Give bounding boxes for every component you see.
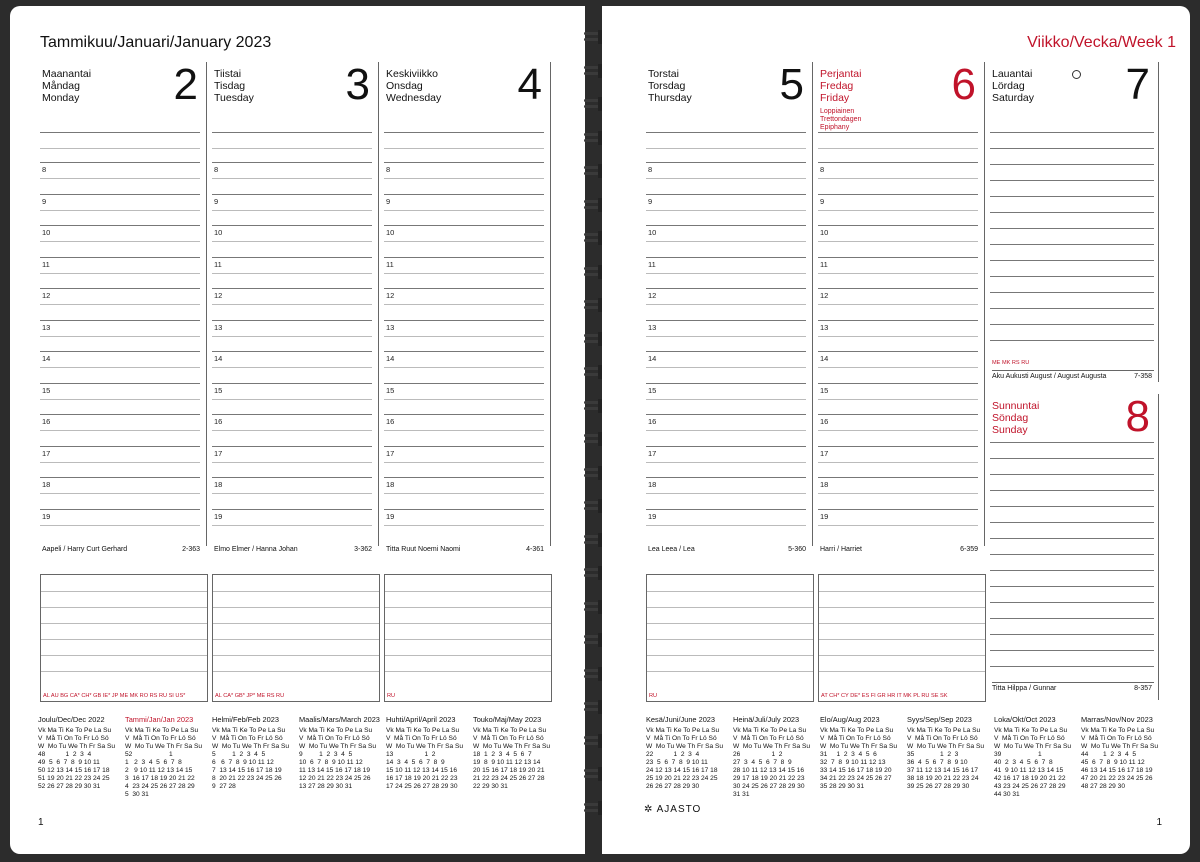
- mini-calendar-title: Kesä/Juni/June 2023: [646, 715, 716, 724]
- hour-label: 10: [820, 228, 829, 237]
- mini-calendar-row: 30 24 25 26 27 28 29 30: [733, 783, 805, 790]
- mini-calendar-row: W Mo Tu We Th Fr Sa Su: [1081, 743, 1159, 750]
- hour-label: 12: [820, 291, 829, 300]
- mini-calendar-row: 37 11 12 13 14 15 16 17: [907, 767, 979, 774]
- country-flags: AT CH* CY DE* ES FI GR HR IT MK PL RU SE SK: [821, 693, 948, 699]
- hour-label: 8: [648, 165, 653, 174]
- mini-calendar-row: W Mo Tu We Th Fr Sa Su: [907, 743, 985, 750]
- day-names: Sunnuntai Söndag Sunday: [992, 400, 1040, 436]
- mini-calendar-row: V Må Ti On To Fr Lö Sö: [820, 735, 891, 742]
- page-number: 1: [1156, 817, 1162, 828]
- mini-calendar-row: 40 2 3 4 5 6 7 8: [994, 759, 1053, 766]
- mini-calendar-title: Maalis/Mars/March 2023: [299, 715, 380, 724]
- hour-label: 9: [386, 196, 391, 206]
- mini-calendar-row: 39 1: [994, 751, 1042, 758]
- week-title: Viikko/Vecka/Week 1: [1027, 34, 1176, 51]
- mini-calendar-row: 28 10 11 12 13 14 15 16: [733, 767, 805, 774]
- mini-calendar-row: 11 13 14 15 16 17 18 19: [299, 767, 371, 774]
- day-column-sunday: [990, 394, 1159, 700]
- hour-label: 16: [386, 417, 395, 426]
- hour-label: 15: [214, 385, 223, 395]
- mini-calendar-row: W Mo Tu We Th Fr Sa Su: [125, 743, 203, 750]
- day-number: 8: [1125, 392, 1150, 441]
- hour-label: 16: [42, 417, 51, 426]
- hour-label: 18: [820, 480, 829, 489]
- mini-calendar-row: W Mo Tu We Th Fr Sa Su: [820, 743, 898, 750]
- hour-label: 19: [214, 511, 223, 521]
- day-names: Keskiviikko Onsdag Wednesday: [386, 68, 442, 104]
- mini-calendar: [646, 716, 730, 791]
- mini-calendar-row: 14 3 4 5 6 7 8 9: [386, 759, 445, 766]
- hour-label: 14: [386, 354, 395, 363]
- hour-label: 9: [42, 196, 47, 206]
- mini-calendar-row: V Må Ti On To Fr Lö Sö: [907, 735, 978, 742]
- day-column-tuesday: [212, 62, 379, 546]
- mini-calendar-row: 39 25 26 27 28 29 30: [907, 783, 970, 790]
- hour-label: 11: [214, 259, 222, 269]
- mini-calendar-row: 48 1 2 3 4: [38, 751, 92, 758]
- country-flags: RU: [649, 693, 658, 699]
- mini-calendar-row: 41 9 10 11 12 13 14 15: [994, 767, 1064, 774]
- mini-calendar-row: 46 13 14 15 16 17 18 19: [1081, 767, 1153, 774]
- mini-calendar-row: Vk Ma Ti Ke To Pe La Su: [473, 727, 547, 734]
- mini-calendar-row: 29 17 18 19 20 21 22 23: [733, 775, 805, 782]
- day-number: 3: [345, 60, 370, 109]
- mini-calendar-row: 52 26 27 28 29 30 31: [38, 783, 101, 790]
- mini-calendar-row: W Mo Tu We Th Fr Sa Su: [38, 743, 116, 750]
- mini-calendar-row: 1 2 3 4 5 6 7 8: [125, 759, 182, 766]
- mini-calendar-row: 32 7 8 9 10 11 12 13: [820, 759, 886, 766]
- hour-label: 18: [386, 480, 395, 489]
- mini-calendar: [125, 716, 209, 799]
- holiday-label: Loppiainen Trettondagen Epiphany: [820, 108, 862, 131]
- mini-calendar-row: Vk Ma Ti Ke To Pe La Su: [212, 727, 286, 734]
- day-column-wednesday: [384, 62, 551, 546]
- mini-calendar-title: Tammi/Jan/Jan 2023: [125, 715, 194, 724]
- notes-box[interactable]: [212, 574, 380, 702]
- day-column-monday: [40, 62, 207, 546]
- mini-calendar-row: 3 16 17 18 19 20 21 22: [125, 775, 195, 782]
- mini-calendar-row: 44 30 31: [994, 791, 1020, 798]
- mini-calendar-row: 45 6 7 8 9 10 11 12: [1081, 759, 1145, 766]
- hour-label: 12: [214, 291, 223, 300]
- day-number: 2: [173, 60, 198, 109]
- hour-label: 15: [648, 385, 657, 395]
- mini-calendar-row: 16 17 18 19 20 21 22 23: [386, 775, 458, 782]
- mini-calendar-row: W Mo Tu We Th Fr Sa Su: [386, 743, 464, 750]
- mini-calendar-row: 34 21 22 23 24 25 26 27: [820, 775, 892, 782]
- country-flags: RU: [387, 693, 396, 699]
- hour-label: 9: [820, 196, 825, 206]
- day-number: 6: [951, 60, 976, 109]
- mini-calendar-row: 2 9 10 11 12 13 14 15: [125, 767, 193, 774]
- mini-calendar-row: Vk Ma Ti Ke To Pe La Su: [646, 727, 720, 734]
- mini-calendar-row: 15 10 11 12 13 14 15 16: [386, 767, 458, 774]
- hour-label: 16: [820, 417, 829, 426]
- right-page: Viikko/Vecka/Week 1 Torstai Torsdag Thursday 5 8 9 10 11 12 13 14 15 16 17 18 19 Perjantai Fredag Friday Loppiainen Trettondagen Epiphany 6 8 9 10 11 12 13 14 15 16 17 18 19 Lauantai Lördag Saturday 7 ME MK RS RU Aku Aukusti August / August Augusta 7-358 Sunnuntai Söndag Sunday 8 Titta Hilppa / Gunnar 8-357 Lea Leea / Lea 5-360 Harri / Harriet 6-359 RU AT CH* CY DE* ES FI GR HR IT MK PL RU SE SK Kesä/Juni/June 2023 Vk Ma Ti Ke To Pe La Su V Må Ti On To Fr Lö Sö W Mo Tu We Th Fr Sa Su 22 1 2 3 4 23 5 6 7 8 9 10 11 24 12 13 14 15 16 17 18 25 19 20 21 22 23 24 25 26 26 27 28 29 30 Heinä/Juli/July 2023 Vk Ma Ti Ke To Pe La Su V Må Ti On To Fr Lö Sö W Mo Tu We Th Fr Sa Su 26 1 2 27 3 4 5 6 7 8 9 28 10 11 12 13 14 15 16 29 17 18 19 20 21 22 23 30 24 25 26 27 28 29 30 31 31 Elo/Aug/Aug 2023 Vk Ma Ti Ke To Pe La Su V Må Ti On To Fr Lö Sö W Mo Tu We Th Fr Sa Su 31 1 2 3 4 5 6 32 7 8 9 10 11 12 13 33 14 15 16 17 18 19 20 34 21 22 23 24 25 26 27 35 28 29 30 31 Syys/Sep/Sep 2023 Vk Ma Ti Ke To Pe La Su V Må Ti On To Fr Lö Sö W Mo Tu We Th Fr Sa Su 35 1 2 3 36 4 5 6 7 8 9 10 37 11 12 13 14 15 16 17 38 18 19 20 21 22 23 24 39 25 26 27 28 29 30 Loka/Okt/Oct 2023 Vk Ma Ti Ke To Pe La Su V Må Ti On To Fr Lö Sö W Mo Tu We Th Fr Sa Su 39 1 40 2 3 4 5 6 7 8 41 9 10 11 12 13 14 15 42 16 17 18 19 20 21 22 43 23 24 25 26 27 28 29 44 30 31 Marras/Nov/Nov 2023 Vk Ma Ti Ke To Pe La Su V Må Ti On To Fr Lö Sö W Mo Tu We Th Fr Sa Su 44 1 2 3 4 5 45 6 7 8 9 10 11 12 46 13 14 15 16 17 18 19 47 20 21 22 23 24 25 26 48 27 28 29 30 ✲ AJASTO 1: [602, 6, 1190, 854]
- mini-calendar: [820, 716, 904, 791]
- hour-label: 17: [214, 448, 223, 458]
- mini-calendar-row: V Må Ti On To Fr Lö Sö: [125, 735, 196, 742]
- country-flags: ME MK RS RU: [992, 360, 1030, 366]
- mini-calendar-row: 18 1 2 3 4 5 6 7: [473, 751, 532, 758]
- hour-label: 13: [820, 322, 829, 332]
- hour-label: 19: [820, 511, 829, 521]
- hour-label: 19: [42, 511, 51, 521]
- mini-calendar-row: 38 18 19 20 21 22 23 24: [907, 775, 979, 782]
- hour-label: 15: [42, 385, 51, 395]
- mini-calendar-row: 24 12 13 14 15 16 17 18: [646, 767, 718, 774]
- mini-calendar-row: 6 6 7 8 9 10 11 12: [212, 759, 274, 766]
- day-names: Torstai Torsdag Thursday: [648, 68, 692, 104]
- mini-calendar-row: Vk Ma Ti Ke To Pe La Su: [994, 727, 1068, 734]
- mini-calendar-row: 31 1 2 3 4 5 6: [820, 751, 877, 758]
- mini-calendar: [733, 716, 817, 799]
- mini-calendar-row: 20 15 16 17 18 19 20 21: [473, 767, 545, 774]
- mini-calendar-title: Helmi/Feb/Feb 2023: [212, 715, 279, 724]
- hour-label: 14: [820, 354, 829, 363]
- page-number: 1: [38, 817, 44, 828]
- hour-label: 14: [214, 354, 223, 363]
- mini-calendar: [212, 716, 296, 791]
- hour-label: 12: [42, 291, 51, 300]
- hour-label: 17: [648, 448, 657, 458]
- mini-calendar-row: 44 1 2 3 4 5: [1081, 751, 1136, 758]
- mini-calendar-row: V Må Ti On To Fr Lö Sö: [646, 735, 717, 742]
- nameday-row: Aku Aukusti August / August Augusta 7-358: [992, 370, 1154, 380]
- day-column-friday: [818, 62, 985, 546]
- hour-label: 9: [214, 196, 219, 206]
- mini-calendar-row: 22 1 2 3 4: [646, 751, 700, 758]
- mini-calendar-row: 35 28 29 30 31: [820, 783, 864, 790]
- hour-label: 10: [386, 228, 395, 237]
- hour-label: 15: [386, 385, 395, 395]
- hour-label: 8: [42, 165, 47, 174]
- mini-calendar-row: W Mo Tu We Th Fr Sa Su: [299, 743, 377, 750]
- day-column-thursday: [646, 62, 813, 546]
- hour-label: 12: [386, 291, 395, 300]
- mini-calendar-row: Vk Ma Ti Ke To Pe La Su: [125, 727, 199, 734]
- mini-calendar-row: 5 30 31: [125, 791, 149, 798]
- mini-calendar-row: V Må Ti On To Fr Lö Sö: [299, 735, 370, 742]
- mini-calendar-row: 13 1 2: [386, 751, 436, 758]
- mini-calendar-row: 4 23 24 25 26 27 28 29: [125, 783, 195, 790]
- mini-calendar-row: 35 1 2 3: [907, 751, 959, 758]
- mini-calendar-row: Vk Ma Ti Ke To Pe La Su: [907, 727, 981, 734]
- country-flags: AL CA* GB* JP* ME RS RU: [215, 693, 285, 699]
- mini-calendar-row: 7 13 14 15 16 17 18 19: [212, 767, 282, 774]
- mini-calendar-row: Vk Ma Ti Ke To Pe La Su: [820, 727, 894, 734]
- hour-label: 11: [42, 259, 50, 269]
- hour-label: 14: [42, 354, 51, 363]
- mini-calendar-row: 33 14 15 16 17 18 19 20: [820, 767, 892, 774]
- hour-label: 10: [648, 228, 657, 237]
- mini-calendar-row: 22 29 30 31: [473, 783, 508, 790]
- hour-label: 13: [42, 322, 51, 332]
- mini-calendar-title: Huhti/April/April 2023: [386, 715, 456, 724]
- mini-calendar: [907, 716, 991, 791]
- mini-calendar-row: 12 20 21 22 23 24 25 26: [299, 775, 371, 782]
- mini-calendar-row: 47 20 21 22 23 24 25 26: [1081, 775, 1153, 782]
- mini-calendar-row: 5 1 2 3 4 5: [212, 751, 266, 758]
- mini-calendar-title: Joulu/Dec/Dec 2022: [38, 715, 105, 724]
- day-number: 4: [517, 60, 542, 109]
- mini-calendar-row: 31 31: [733, 791, 750, 798]
- hour-label: 16: [214, 417, 223, 426]
- mini-calendar-row: W Mo Tu We Th Fr Sa Su: [473, 743, 551, 750]
- mini-calendar-row: 21 22 23 24 25 26 27 28: [473, 775, 545, 782]
- notes-box[interactable]: [646, 574, 814, 702]
- notes-box[interactable]: [40, 574, 208, 702]
- mini-calendar-row: 23 5 6 7 8 9 10 11: [646, 759, 708, 766]
- day-names: Perjantai Fredag Friday: [820, 68, 862, 104]
- day-names: Maanantai Måndag Monday: [42, 68, 92, 104]
- hour-label: 11: [820, 259, 828, 269]
- country-flags: AL AU BG CA* CH* GB IE* JP ME MK RO RS RU SI US*: [43, 693, 186, 699]
- mini-calendar-row: W Mo Tu We Th Fr Sa Su: [733, 743, 811, 750]
- mini-calendar-row: Vk Ma Ti Ke To Pe La Su: [299, 727, 373, 734]
- mini-calendar-row: 9 1 2 3 4 5: [299, 751, 353, 758]
- mini-calendar-row: 25 19 20 21 22 23 24 25: [646, 775, 718, 782]
- mini-calendar-row: 19 8 9 10 11 12 13 14: [473, 759, 541, 766]
- hour-label: 18: [648, 480, 657, 489]
- mini-calendar-row: 49 5 6 7 8 9 10 11: [38, 759, 100, 766]
- hour-label: 13: [386, 322, 395, 332]
- mini-calendar: [1081, 716, 1165, 791]
- notes-box[interactable]: [384, 574, 552, 702]
- mini-calendar-row: 36 4 5 6 7 8 9 10: [907, 759, 968, 766]
- mini-calendar: [473, 716, 557, 791]
- hour-label: 12: [648, 291, 657, 300]
- hour-label: 17: [42, 448, 51, 458]
- mini-calendar-row: Vk Ma Ti Ke To Pe La Su: [386, 727, 460, 734]
- hour-label: 10: [42, 228, 51, 237]
- day-names: Lauantai Lördag Saturday: [992, 68, 1035, 104]
- mini-calendar-row: 51 19 20 21 22 23 24 25: [38, 775, 110, 782]
- mini-calendar-row: 52 1: [125, 751, 173, 758]
- mini-calendar-title: Syys/Sep/Sep 2023: [907, 715, 972, 724]
- hour-label: 8: [820, 165, 825, 174]
- hour-label: 8: [386, 165, 391, 174]
- mini-calendar-row: V Må Ti On To Fr Lö Sö: [38, 735, 109, 742]
- hour-label: 8: [214, 165, 219, 174]
- mini-calendar-row: V Må Ti On To Fr Lö Sö: [1081, 735, 1152, 742]
- day-number: 5: [779, 60, 804, 109]
- mini-calendar-row: 17 24 25 26 27 28 29 30: [386, 783, 458, 790]
- hour-label: 16: [648, 417, 657, 426]
- mini-calendar-row: W Mo Tu We Th Fr Sa Su: [994, 743, 1072, 750]
- mini-calendar-row: W Mo Tu We Th Fr Sa Su: [646, 743, 724, 750]
- mini-calendar-row: V Må Ti On To Fr Lö Sö: [386, 735, 457, 742]
- left-page: Tammikuu/Januari/January 2023 Maanantai Måndag Monday 2 8 9 10 11 12 13 14 15 16 17 18 19 Tiistai Tisdag Tuesday 3 8 9 10 11 12 13 14 15 16 17 18 19 Keskiviikko Onsdag Wednesday 4 8 9 10 11 12 13 14 15 16 17 18 19 Aapeli / Harry Curt Gerhard 2-363 Elmo Elmer / Hanna Johan 3-362 Titta Ruut Noemi Naomi 4-361 AL AU BG CA* CH* GB IE* JP ME MK RO RS RU SI US* AL CA* GB* JP* ME RS RU RU Joulu/Dec/Dec 2022 Vk Ma Ti Ke To Pe La Su V Må Ti On To Fr Lö Sö W Mo Tu We Th Fr Sa Su 48 1 2 3 4 49 5 6 7 8 9 10 11 50 12 13 14 15 16 17 18 51 19 20 21 22 23 24 25 52 26 27 28 29 30 31 Tammi/Jan/Jan 2023 Vk Ma Ti Ke To Pe La Su V Må Ti On To Fr Lö Sö W Mo Tu We Th Fr Sa Su 52 1 1 2 3 4 5 6 7 8 2 9 10 11 12 13 14 15 3 16 17 18 19 20 21 22 4 23 24 25 26 27 28 29 5 30 31 Helmi/Feb/Feb 2023 Vk Ma Ti Ke To Pe La Su V Må Ti On To Fr Lö Sö W Mo Tu We Th Fr Sa Su 5 1 2 3 4 5 6 6 7 8 9 10 11 12 7 13 14 15 16 17 18 19 8 20 21 22 23 24 25 26 9 27 28 Maalis/Mars/March 2023 Vk Ma Ti Ke To Pe La Su V Må Ti On To Fr Lö Sö W Mo Tu We Th Fr Sa Su 9 1 2 3 4 5 10 6 7 8 9 10 11 12 11 13 14 15 16 17 18 19 12 20 21 22 23 24 25 26 13 27 28 29 30 31 Huhti/April/April 2023 Vk Ma Ti Ke To Pe La Su V Må Ti On To Fr Lö Sö W Mo Tu We Th Fr Sa Su 13 1 2 14 3 4 5 6 7 8 9 15 10 11 12 13 14 15 16 16 17 18 19 20 21 22 23 17 24 25 26 27 28 29 30 Touko/Maj/May 2023 Vk Ma Ti Ke To Pe La Su V Må Ti On To Fr Lö Sö W Mo Tu We Th Fr Sa Su 18 1 2 3 4 5 6 7 19 8 9 10 11 12 13 14 20 15 16 17 18 19 20 21 21 22 23 24 25 26 27 28 22 29 30 31 1: [10, 6, 585, 854]
- mini-calendar: [386, 716, 470, 791]
- day-column-saturday: [990, 62, 1159, 382]
- mini-calendar-title: Touko/Maj/May 2023: [473, 715, 542, 724]
- mini-calendar-row: 26 1 2: [733, 751, 783, 758]
- hour-label: 13: [648, 322, 657, 332]
- mini-calendar-row: 9 27 28: [212, 783, 236, 790]
- hour-label: 11: [386, 259, 394, 269]
- mini-calendar-row: V Må Ti On To Fr Lö Sö: [212, 735, 283, 742]
- mini-calendar-row: 26 26 27 28 29 30: [646, 783, 700, 790]
- nameday-row: Titta Hilppa / Gunnar 8-357: [992, 682, 1154, 692]
- hour-label: 10: [214, 228, 223, 237]
- mini-calendar: [994, 716, 1078, 799]
- hour-label: 15: [820, 385, 829, 395]
- mini-calendar-title: Marras/Nov/Nov 2023: [1081, 715, 1153, 724]
- hour-label: 11: [648, 259, 656, 269]
- mini-calendar-row: W Mo Tu We Th Fr Sa Su: [212, 743, 290, 750]
- mini-calendar-row: 43 23 24 25 26 27 28 29: [994, 783, 1066, 790]
- moon-phase-icon: [1072, 70, 1081, 79]
- mini-calendar-row: Vk Ma Ti Ke To Pe La Su: [1081, 727, 1155, 734]
- hour-label: 14: [648, 354, 657, 363]
- mini-calendar-row: 48 27 28 29 30: [1081, 783, 1125, 790]
- hour-label: 17: [386, 448, 395, 458]
- hour-label: 19: [648, 511, 657, 521]
- day-names: Tiistai Tisdag Tuesday: [214, 68, 254, 104]
- mini-calendar-row: 27 3 4 5 6 7 8 9: [733, 759, 792, 766]
- mini-calendar-row: 8 20 21 22 23 24 25 26: [212, 775, 282, 782]
- hour-label: 18: [214, 480, 223, 489]
- mini-calendar-row: V Må Ti On To Fr Lö Sö: [733, 735, 804, 742]
- hour-label: 9: [648, 196, 653, 206]
- hour-label: 18: [42, 480, 51, 489]
- mini-calendar-row: 42 16 17 18 19 20 21 22: [994, 775, 1066, 782]
- mini-calendar-row: 50 12 13 14 15 16 17 18: [38, 767, 110, 774]
- mini-calendar-row: Vk Ma Ti Ke To Pe La Su: [38, 727, 112, 734]
- mini-calendar-row: V Må Ti On To Fr Lö Sö: [994, 735, 1065, 742]
- hour-label: 19: [386, 511, 395, 521]
- mini-calendar-title: Loka/Okt/Oct 2023: [994, 715, 1056, 724]
- mini-calendar-row: 10 6 7 8 9 10 11 12: [299, 759, 363, 766]
- mini-calendar-row: 13 27 28 29 30 31: [299, 783, 353, 790]
- notes-box[interactable]: [818, 574, 986, 702]
- mini-calendar-title: Elo/Aug/Aug 2023: [820, 715, 880, 724]
- mini-calendar-row: Vk Ma Ti Ke To Pe La Su: [733, 727, 807, 734]
- mini-calendar-row: V Må Ti On To Fr Lö Sö: [473, 735, 544, 742]
- day-number: 7: [1125, 60, 1150, 109]
- brand-logo: ✲ AJASTO: [644, 804, 702, 815]
- hour-label: 17: [820, 448, 829, 458]
- month-title: Tammikuu/Januari/January 2023: [40, 34, 272, 51]
- hour-label: 13: [214, 322, 223, 332]
- mini-calendar: [299, 716, 383, 791]
- mini-calendar-title: Heinä/Juli/July 2023: [733, 715, 800, 724]
- mini-calendar: [38, 716, 122, 791]
